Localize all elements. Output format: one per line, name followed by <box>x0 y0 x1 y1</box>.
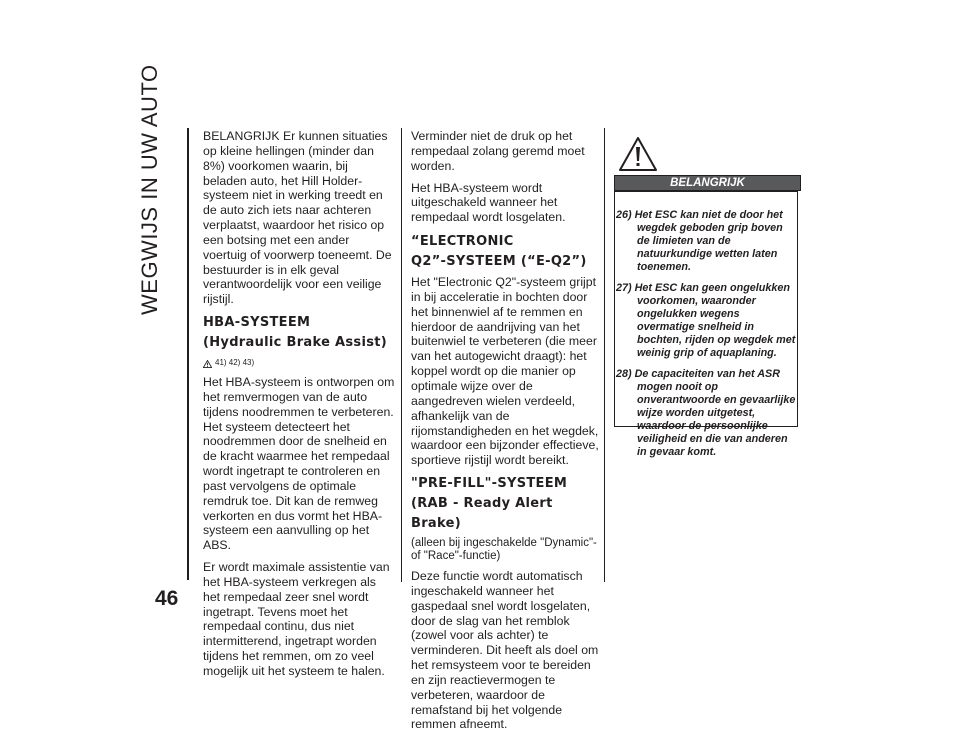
eq2-heading-line-1: “ELECTRONIC <box>411 234 514 250</box>
column-2 <box>411 129 603 739</box>
warning-triangle-icon <box>203 360 212 368</box>
warning-item: 27) Het ESC kan geen ongelukken voorkomen, waaronder ongelukken wegens overmatige snelheid in bochten, rijden op wegdek met weinig grip of aquaplaning. <box>616 282 796 359</box>
column-1 <box>203 129 395 686</box>
hba-description: Het HBA-systeem is ontworpen om het remvermogen van de auto tijdens noodremmen te verbeteren. Het systeem detecteert het noodremmen door de snelheid en de kracht waarmee het rempedaal wordt ingetrapt te controleren en past vervolgens de optimale remdruk toe. Dit kan de remweg verkorten en dus vormt het HBA-systeem een aanvulling op het ABS. <box>203 374 395 553</box>
warning-item: 26) Het ESC kan niet de door het wegdek geboden grip boven de limieten van de natuurkundige wetten laten toenemen. <box>616 209 783 273</box>
eq2-description: Het "Electronic Q2"-systeem grijpt in bij acceleratie in bochten door het binnenwiel af te remmen en hierdoor de aandrijving van het buitenwiel te verbeteren (die meer van het autogewicht draagt): het koppel wordt op die manier op optimale wijze over de aangedreven wielen verdeeld, afhankelijk van de rijomstandigheden en het wegdek, waardoor een bijzonder effectieve, sportieve rijstijl wordt bereikt. <box>411 275 599 468</box>
hba-assist-note: Er wordt maximale assistentie van het HBA-systeem verkregen als het rempedaal zeer snel wordt ingetrapt. Tevens moet het rempedaal continu, dus niet intermitterend, ingetrapt worden tijdens het remmen, om zo veel mogelijk uit het systeem te halen. <box>203 560 390 678</box>
warning-list <box>616 209 798 467</box>
prefill-condition-note: (alleen bij ingeschakelde "Dynamic"- of "Race"-functie) <box>411 537 597 562</box>
prefill-heading <box>411 477 603 530</box>
warning-box-header: BELANGRIJK <box>614 175 801 191</box>
hba-heading-line-2: (Hydraulic Brake Assist) <box>203 335 388 351</box>
prefill-heading-line-3: Brake) <box>411 516 461 532</box>
side-rule <box>187 128 189 580</box>
hba-refs-text: 41) 42) 43) <box>215 358 255 368</box>
prefill-heading-line-2: (RAB - Ready Alert <box>411 496 553 512</box>
prefill-heading-line-1: "PRE-FILL"-SYSTEEM <box>411 476 568 492</box>
warning-triangle-icon <box>618 136 658 172</box>
hba-warning-refs <box>203 356 395 371</box>
eq2-heading-line-2: Q2”-SYSTEEM (“E-Q2”) <box>411 254 587 270</box>
hba-heading <box>203 316 395 349</box>
section-side-title: WEGWIJS IN UW AUTO <box>137 64 162 315</box>
prefill-description: Deze functie wordt automatisch ingeschakeld wanneer het gaspedaal snel wordt losgelaten, door de slag van het remblok (zowel voor als achter) te verminderen. Dit heeft als doel om het remsysteem voor te bereiden en zijn reactievermogen te verbeteren, waardoor de remafstand bij het volgende remmen afneemt. <box>411 569 599 732</box>
column-divider-2 <box>604 128 605 582</box>
hba-heading-line-1: HBA-SYSTEEM <box>203 315 311 331</box>
column-divider-1 <box>401 128 402 582</box>
page-number: 46 <box>155 587 179 610</box>
hill-holder-note: BELANGRIJK Er kunnen situaties op kleine hellingen (minder dan 8%) voorkomen waarin, bij beladen auto, het Hill Holder-systeem niet in werking treedt en de auto zich iets naar achteren verplaatst, waardoor het risico op een botsing met een ander voertuig of voorwerp toeneemt. De bestuurder is in elk geval verantwoordelijk voor een veilige rijstijl. <box>203 129 392 307</box>
hba-off-note: Het HBA-systeem wordt uitgeschakeld wanneer het rempedaal wordt losgelaten. <box>411 180 566 225</box>
eq2-heading <box>411 235 603 268</box>
warning-item: 28) De capaciteiten van het ASR mogen nooit op onverantwoorde en gevaarlijke wijze worden uitgetest, waardoor de persoonlijke veiligheid en die van anderen in gevaar komt. <box>616 368 796 458</box>
brake-pressure-note: Verminder niet de druk op het rempedaal zolang geremd moet worden. <box>411 129 585 173</box>
